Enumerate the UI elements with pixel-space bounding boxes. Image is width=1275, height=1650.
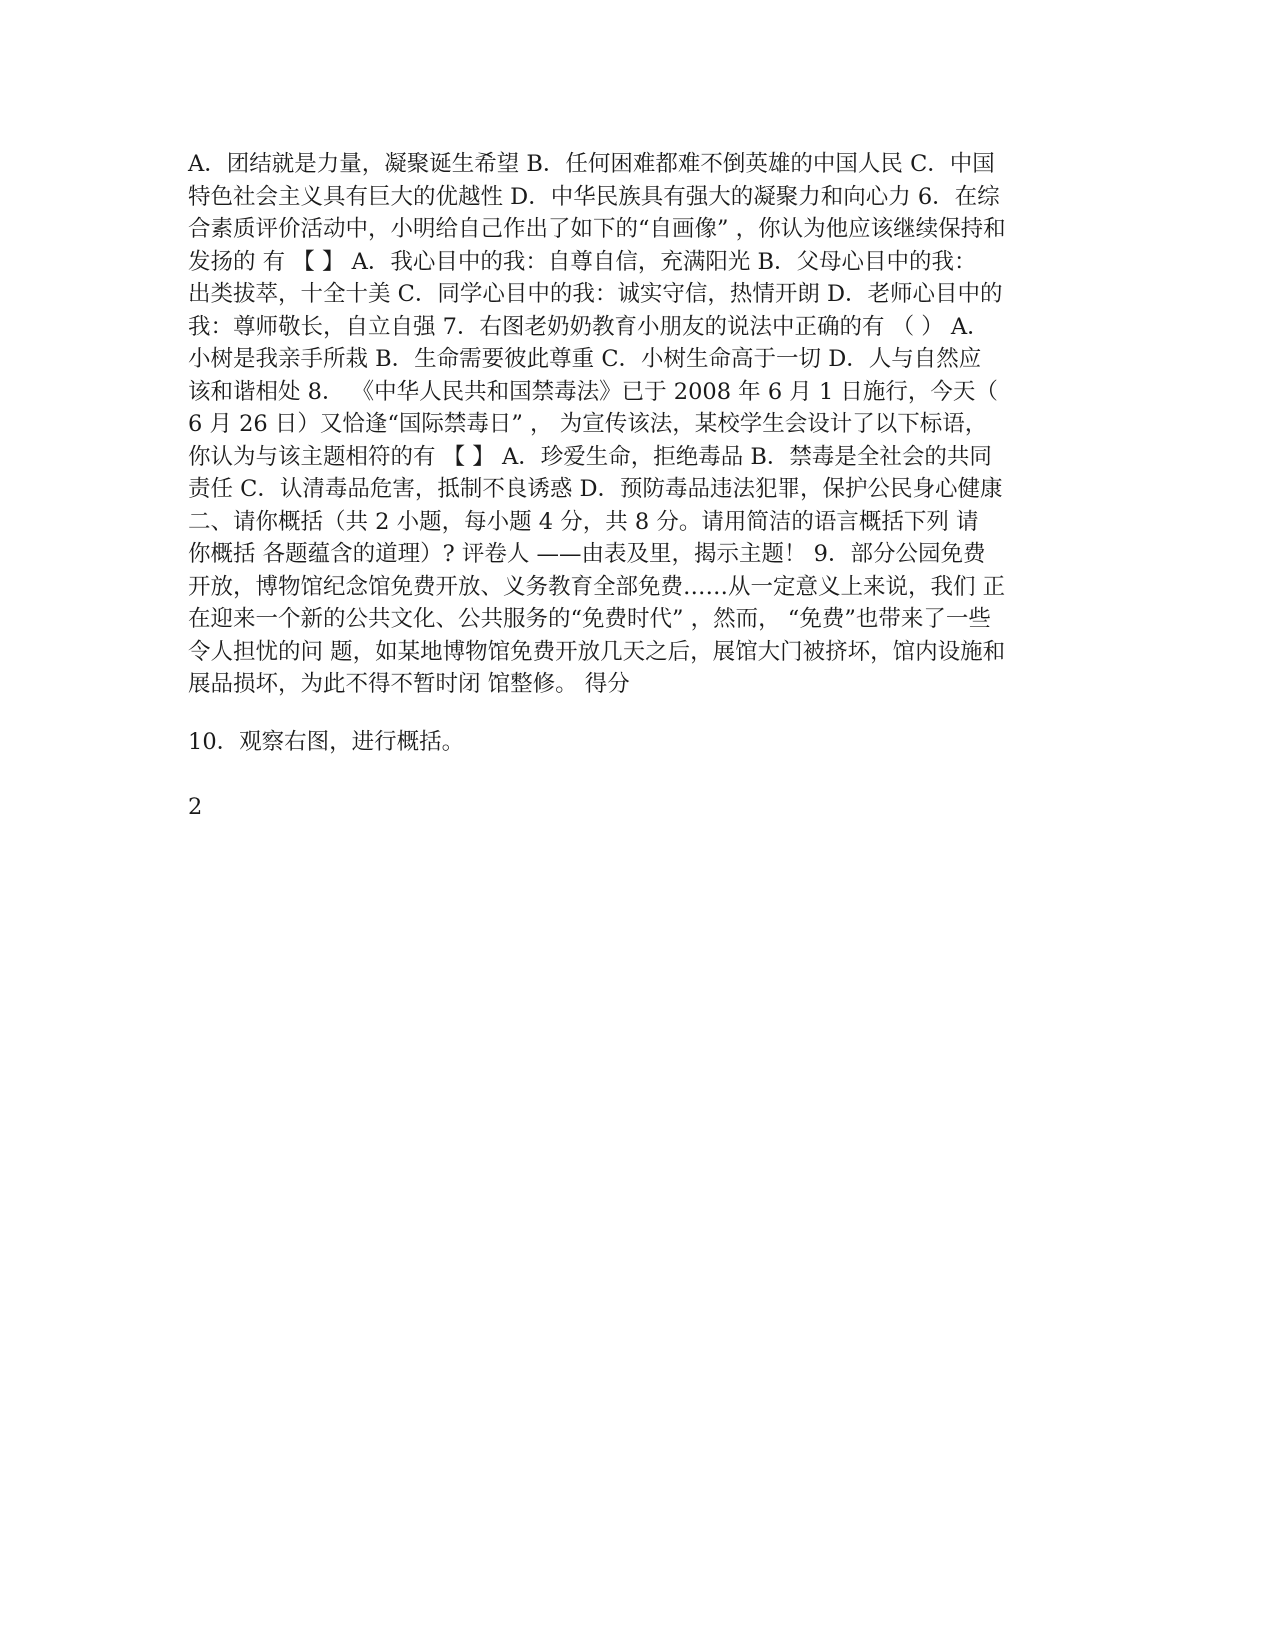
text-line: 责任 C．认清毒品危害，抵制不良诱惑 D．预防毒品违法犯罪，保护公民身心健康 bbox=[188, 476, 1003, 502]
question-paragraph bbox=[188, 148, 1088, 701]
text-line: 该和谐相处 8． 《中华人民共和国禁毒法》已于 2008 年 6 月 1 日施行，今天（ bbox=[188, 378, 998, 405]
text-line: A．团结就是力量，凝聚诞生希望 B．任何困难都难不倒英雄的中国人民 C．中国 bbox=[188, 151, 995, 177]
text-line: 令人担忧的问 题，如某地博物馆免费开放几天之后，展馆大门被挤坏，馆内设施和 bbox=[188, 638, 1006, 665]
text-line: 出类拔萃，十全十美 C．同学心目中的我：诚实守信，热情开朗 D．老师心目中的 bbox=[188, 281, 1003, 307]
text-line: 你概括 各题蕴含的道理）? 评卷人 ——由表及里，揭示主题！ 9．部分公园免费 bbox=[188, 541, 986, 567]
page-number bbox=[188, 791, 1088, 824]
text-line: 二、请你概括（共 2 小题，每小题 4 分，共 8 分。请用简洁的语言概括下列 请 bbox=[188, 508, 979, 535]
text-line: 6 月 26 日）又恰逢“国际禁毒日” ， 为宣传该法，某校学生会设计了以下标语， bbox=[188, 411, 988, 437]
text-line: 小树是我亲手所栽 B．生命需要彼此尊重 C．小树生命高于一切 D．人与自然应 bbox=[188, 346, 982, 372]
text-line: 合素质评价活动中，小明给自己作出了如下的“自画像” ，你认为他应该继续保持和 bbox=[188, 216, 1006, 242]
text-line: 你认为与该主题相符的有 【 】 A．珍爱生命，拒绝毒品 B．禁毒是全社会的共同 bbox=[188, 443, 992, 470]
text-line: 发扬的 有 【 】 A．我心目中的我：自尊自信，充满阳光 B．父母心目中的我： bbox=[188, 248, 977, 275]
page-number-text: 2 bbox=[188, 794, 203, 820]
text-line: 特色社会主义具有巨大的优越性 D．中华民族具有强大的凝聚力和向心力 6．在综 bbox=[188, 183, 1000, 210]
text-line: 开放，博物馆纪念馆免费开放、义务教育全部免费……从一定意义上来说，我们 正 bbox=[188, 573, 1006, 600]
question-10 bbox=[188, 726, 1088, 759]
question-10-text: 10．观察右图，进行概括。 bbox=[188, 729, 465, 755]
text-line: 展品损坏，为此不得不暂时闭 馆整修。 得分 bbox=[188, 671, 630, 697]
text-line: 在迎来一个新的公共文化、公共服务的“免费时代” ，然而， “免费”也带来了一些 bbox=[188, 606, 991, 632]
text-line: 我：尊师敬长，自立自强 7．右图老奶奶教育小朋友的说法中正确的有 （ ） A． bbox=[188, 313, 990, 340]
